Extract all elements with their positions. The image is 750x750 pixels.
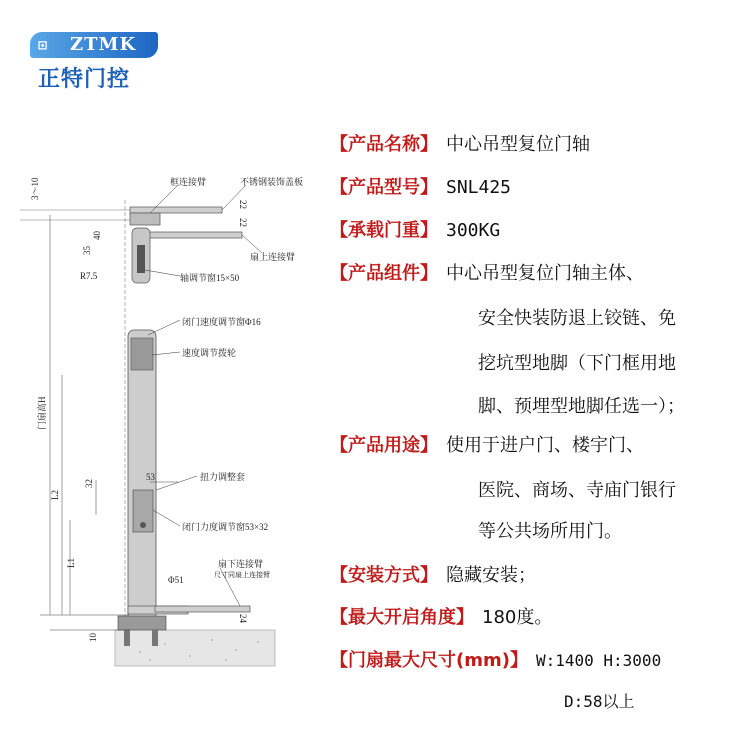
label-upper-arm: 扇上连接臂: [250, 252, 296, 262]
spec-value-name: 中心吊型复位门轴: [446, 134, 590, 155]
label-lower-arm-note: 尺寸同扇上连接臂: [214, 571, 270, 579]
dim-3-10: 3～10: [30, 177, 40, 200]
dim-l1: L1: [66, 558, 76, 568]
spec-label-size: 【门扇最大尺寸(mm)】: [330, 650, 528, 671]
logo-mark-icon: ⊡: [38, 36, 48, 54]
label-axis-window: 轴调节窗15×50: [180, 273, 240, 283]
spec-label-usage: 【产品用途】: [330, 435, 438, 456]
company-logo: [30, 32, 160, 92]
floor-concrete: [115, 630, 275, 666]
spec-value-size-2: D:58以上: [564, 692, 635, 711]
spec-value-load: 300KG: [446, 220, 501, 241]
dim-door-height: 门扇高H: [37, 396, 47, 430]
lower-door-arm: [155, 606, 250, 612]
logo-brand: ZTMK: [70, 34, 137, 55]
spec-value-model: SNL425: [446, 177, 512, 198]
label-force-window: 闭门力度调节窗53×32: [182, 522, 269, 532]
label-torque-sleeve: 扭力调整套: [200, 472, 246, 482]
upper-door-arm: [140, 232, 242, 238]
dim-22a: 22: [238, 200, 248, 209]
dim-l2: L2: [50, 490, 60, 500]
spec-value-install: 隐藏安装；: [446, 565, 536, 586]
spec-value-components-1: 中心吊型复位门轴主体、: [446, 263, 644, 284]
spec-label-install: 【安装方式】: [330, 565, 438, 586]
spec-label-load: 【承载门重】: [330, 220, 438, 241]
floor-bracket: [118, 616, 166, 630]
spec-label-name: 【产品名称】: [330, 134, 438, 155]
dim-22b: 22: [238, 218, 248, 227]
spec-value-usage-2: 医院、商场、寺庙门银行: [478, 480, 676, 501]
spec-value-size-1: W:1400 H:3000: [535, 651, 662, 670]
label-speed-wheel: 速度调节拨轮: [182, 348, 237, 358]
label-close-speed-window: 闭门速度调节窗Φ16: [182, 317, 261, 327]
technical-drawing: [0, 170, 330, 690]
label-frame-arm: 框连接臂: [170, 177, 207, 187]
spec-label-model: 【产品型号】: [330, 177, 438, 198]
dim-24: 24: [238, 614, 248, 623]
spec-value-components-3: 挖坑型地脚（下门框用地: [478, 353, 676, 374]
label-r75: R7.5: [80, 271, 98, 281]
spec-value-usage-3: 等公共场所用门。: [478, 521, 622, 542]
logo-badge: [30, 32, 158, 58]
spec-value-components-2: 安全快装防退上铰链、免: [478, 308, 676, 329]
dim-53: 53: [146, 472, 155, 482]
spec-value-components-4: 脚、预埋型地脚任选一）；: [478, 396, 685, 417]
dim-40: 40: [92, 231, 102, 240]
dim-10: 10: [88, 633, 98, 642]
spec-label-components: 【产品组件】: [330, 263, 438, 284]
spec-label-angle: 【最大开启角度】: [330, 607, 474, 628]
speed-wheel: [131, 338, 153, 370]
dim-35: 35: [82, 246, 92, 255]
logo-name-cn: 正特门控: [38, 67, 131, 92]
dim-32: 32: [84, 479, 94, 488]
frame-arm: [130, 213, 160, 225]
cover-plate: [130, 207, 222, 213]
label-lower-arm: 扇下连接臂: [218, 559, 264, 569]
axis-window: [137, 245, 145, 273]
spec-value-angle: 180度。: [482, 607, 553, 628]
spec-value-usage-1: 使用于进户门、楼宇门、: [446, 435, 644, 456]
label-cover: 不锈钢装饰盖板: [240, 177, 304, 187]
dim-phi51: Φ51: [168, 575, 184, 585]
